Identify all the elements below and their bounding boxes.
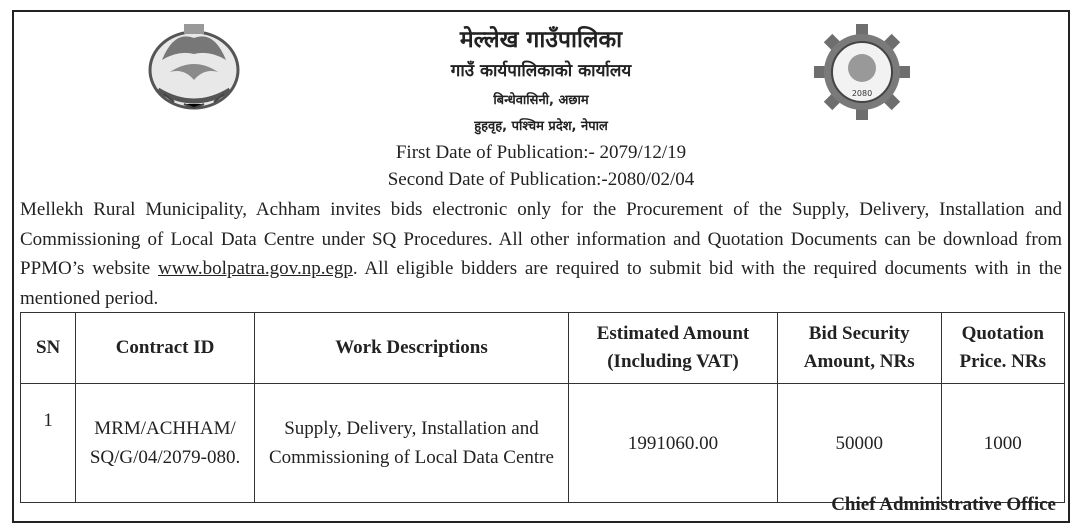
notice bbox=[12, 10, 1070, 523]
province-address: हुहवृह, पश्चिम प्रदेश, नेपाल bbox=[474, 119, 608, 134]
cell-estimated-amount: 1991060.00 bbox=[569, 384, 778, 503]
logo-year: 2080 bbox=[851, 89, 873, 98]
col-contract-id-header: Contract ID bbox=[76, 313, 255, 384]
paragraph-text-2: . All eligible bidders are required to submit bid with the required documents with in the mentioned period. bbox=[20, 258, 1062, 309]
office-address: बिन्धेवासिनी, अछाम bbox=[493, 93, 589, 108]
col-sn-header: SN bbox=[21, 313, 76, 384]
table-header-row bbox=[21, 313, 1065, 384]
bid-table bbox=[20, 312, 1065, 503]
col-estimated-amount-header: Estimated Amount (Including VAT) bbox=[569, 313, 778, 384]
col-quotation-price-header: Quotation Price. NRs bbox=[941, 313, 1065, 384]
office-name: गाउँ कार्यपालिकाको कार्यालय bbox=[450, 61, 632, 81]
paragraph-text-1: Mellekh Rural Municipality, Achham invites bids electronic only for the Procurement of the Supply, Delivery, Installation and Commissioning of Local Data Centre under SQ Procedures. All other information and Quotation Documents can be download from PPMO’s website bbox=[20, 199, 1062, 279]
col-bid-security-header: Bid Security Amount, NRs bbox=[777, 313, 941, 384]
cell-contract-id: MRM/ACHHAM/ SQ/G/04/2079-080. bbox=[76, 384, 255, 503]
first-publication-date: First Date of Publication:- 2079/12/19 bbox=[395, 142, 687, 163]
signature-office: Chief Administrative Office bbox=[831, 494, 1056, 515]
cell-bid-security: 50000 bbox=[777, 384, 941, 503]
bolpatra-link[interactable]: www.bolpatra.gov.np.egp bbox=[158, 258, 353, 279]
notice-paragraph bbox=[20, 195, 1062, 313]
table-row bbox=[21, 384, 1065, 503]
municipality-name: मेल्लेख गाउँपालिका bbox=[459, 27, 623, 53]
second-publication-date: Second Date of Publication:-2080/02/04 bbox=[387, 169, 695, 190]
cell-quotation-price: 1000 bbox=[941, 384, 1065, 503]
col-work-description-header: Work Descriptions bbox=[254, 313, 568, 384]
cell-sn: 1 bbox=[21, 384, 76, 503]
cell-work-description: Supply, Delivery, Installation and Commissioning of Local Data Centre bbox=[254, 384, 568, 503]
